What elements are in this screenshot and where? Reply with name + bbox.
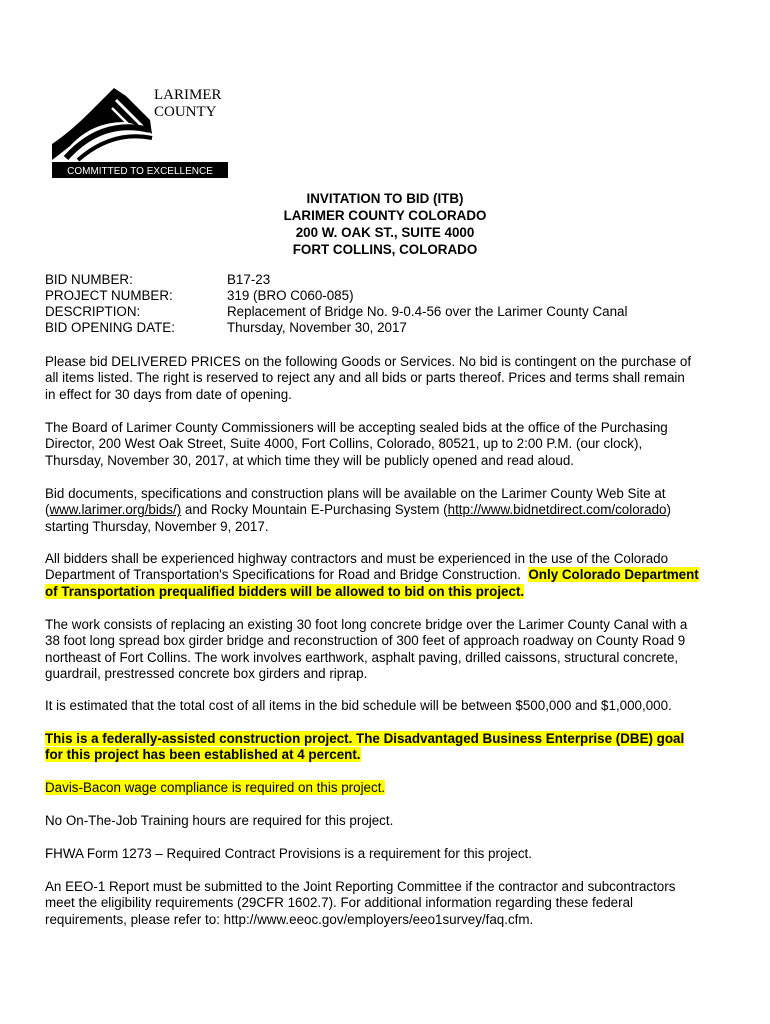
info-value: B17-23 bbox=[227, 272, 271, 287]
larimer-bids-link[interactable]: www.larimer.org/bids/) bbox=[49, 502, 182, 518]
info-row bbox=[45, 272, 627, 288]
text-line bbox=[45, 584, 735, 600]
info-value: Thursday, November 30, 2017 bbox=[227, 320, 407, 335]
title-line3: 200 W. OAK ST., SUITE 4000 bbox=[295, 225, 475, 240]
text-line: FHWA Form 1273 – Required Contract Provisions is a requirement for this project. bbox=[45, 846, 532, 861]
bid-info bbox=[45, 272, 627, 336]
info-label: PROJECT NUMBER: bbox=[45, 288, 173, 303]
text-line: The work consists of replacing an existing 30 foot long concrete bridge over the Larimer County Canal with a bbox=[45, 617, 688, 632]
text-line: Please bid DELIVERED PRICES on the following Goods or Services. No bid is contingent on the purchase of bbox=[45, 354, 692, 369]
text-line: It is estimated that the total cost of all items in the bid schedule will be between $500,000 and $1,000,000. bbox=[45, 698, 672, 713]
text-line: Director, 200 West Oak Street, Suite 4000, Fort Collins, Colorado, 80521, up to 2:00 P.M. (our clock), bbox=[45, 436, 643, 452]
text-fragment: ) bbox=[666, 502, 671, 518]
info-label: DESCRIPTION: bbox=[45, 304, 141, 319]
paragraph-davis-bacon bbox=[45, 780, 735, 796]
paragraph-bid-documents bbox=[45, 486, 735, 535]
info-label: BID OPENING DATE: bbox=[45, 320, 175, 335]
text-line: meet the eligibility requirements (29CFR 1602.7). For additional information regarding these federal bbox=[45, 895, 634, 911]
text-line bbox=[45, 747, 735, 763]
text-line: starting Thursday, November 9, 2017. bbox=[45, 518, 269, 534]
highlight-dbe: for this project has been established at 4 percent. bbox=[45, 747, 361, 763]
highlight-dbe: This is a federally-assisted construction project. The Disadvantaged Business Enterprise (DBE) goal bbox=[45, 731, 685, 746]
text-line: 38 foot long spread box girder bridge and reconstruction of 300 feet of approach roadway on County Road 9 bbox=[45, 633, 686, 649]
text-line bbox=[45, 731, 735, 747]
title-line2: LARIMER COUNTY COLORADO bbox=[283, 208, 487, 223]
paragraph-dbe-goal bbox=[45, 731, 735, 764]
logo-tagline: COMMITTED TO EXCELLENCE bbox=[67, 166, 213, 177]
title-line4: FORT COLLINS, COLORADO bbox=[292, 242, 478, 257]
info-row bbox=[45, 288, 627, 304]
highlight-prequalified: of Transportation prequalified bidders will be allowed to bid on this project. bbox=[45, 583, 525, 599]
info-row bbox=[45, 320, 627, 336]
text-line: The Board of Larimer County Commissioners will be accepting sealed bids at the office of the Purchasing bbox=[45, 420, 668, 435]
larimer-county-logo bbox=[52, 82, 228, 178]
paragraph-fhwa bbox=[45, 846, 735, 862]
title-line1: INVITATION TO BID (ITB) bbox=[306, 191, 464, 206]
text-line: All bidders shall be experienced highway contractors and must be experienced in the use of the Colorado bbox=[45, 551, 669, 566]
info-label: BID NUMBER: bbox=[45, 272, 133, 287]
text-line: Bid documents, specifications and construction plans will be available on the Larimer County Web Site at bbox=[45, 486, 666, 501]
logo-line1: LARIMER bbox=[154, 87, 222, 103]
info-value: 319 (BRO C060-085) bbox=[227, 288, 354, 303]
paragraph-ojt bbox=[45, 813, 735, 829]
text-line bbox=[45, 567, 735, 583]
paragraph-scope-of-work bbox=[45, 617, 735, 682]
bidnetdirect-link[interactable]: http://www.bidnetdirect.com/colorado bbox=[447, 502, 667, 518]
paragraph-eeo1 bbox=[45, 879, 735, 928]
text-line: No On-The-Job Training hours are required for this project. bbox=[45, 813, 394, 828]
info-value: Replacement of Bridge No. 9-0.4-56 over the Larimer County Canal bbox=[227, 304, 628, 319]
document-title bbox=[0, 190, 770, 258]
text-line: northeast of Fort Collins. The work involves earthwork, asphalt paving, drilled caissons, structural concrete, bbox=[45, 649, 679, 665]
info-row bbox=[45, 304, 627, 320]
paragraph-sealed-bids bbox=[45, 420, 735, 469]
text-line bbox=[45, 502, 735, 518]
text-line: requirements, please refer to: http://www.eeoc.gov/employers/eeo1survey/faq.cfm. bbox=[45, 911, 534, 927]
text-line: An EEO-1 Report must be submitted to the Joint Reporting Committee if the contractor and subcontractors bbox=[45, 879, 676, 894]
paragraph-estimated-cost bbox=[45, 698, 735, 714]
highlight-davis-bacon: Davis-Bacon wage compliance is required on this project. bbox=[45, 780, 386, 795]
paragraph-bidder-requirements bbox=[45, 551, 735, 600]
text-line: Thursday, November 30, 2017, at which time they will be publicly opened and read aloud. bbox=[45, 452, 574, 468]
text-fragment: and Rocky Mountain E-Purchasing System ( bbox=[181, 502, 448, 518]
text-line: guardrail, prestressed concrete box girders and riprap. bbox=[45, 665, 368, 681]
text-fragment: ( bbox=[45, 502, 50, 518]
logo-line2: COUNTY bbox=[154, 104, 217, 120]
text-line: all items listed. The right is reserved to reject any and all bids or parts thereof. Prices and terms shall remain bbox=[45, 370, 685, 386]
text-line bbox=[45, 780, 735, 796]
text-line: in effect for 30 days from date of opening. bbox=[45, 386, 292, 402]
text-fragment: Department of Transportation's Specifications for Road and Bridge Construction. bbox=[45, 567, 529, 583]
highlight-prequalified: Only Colorado Department bbox=[528, 567, 699, 583]
paragraph-delivered-prices bbox=[45, 354, 735, 403]
